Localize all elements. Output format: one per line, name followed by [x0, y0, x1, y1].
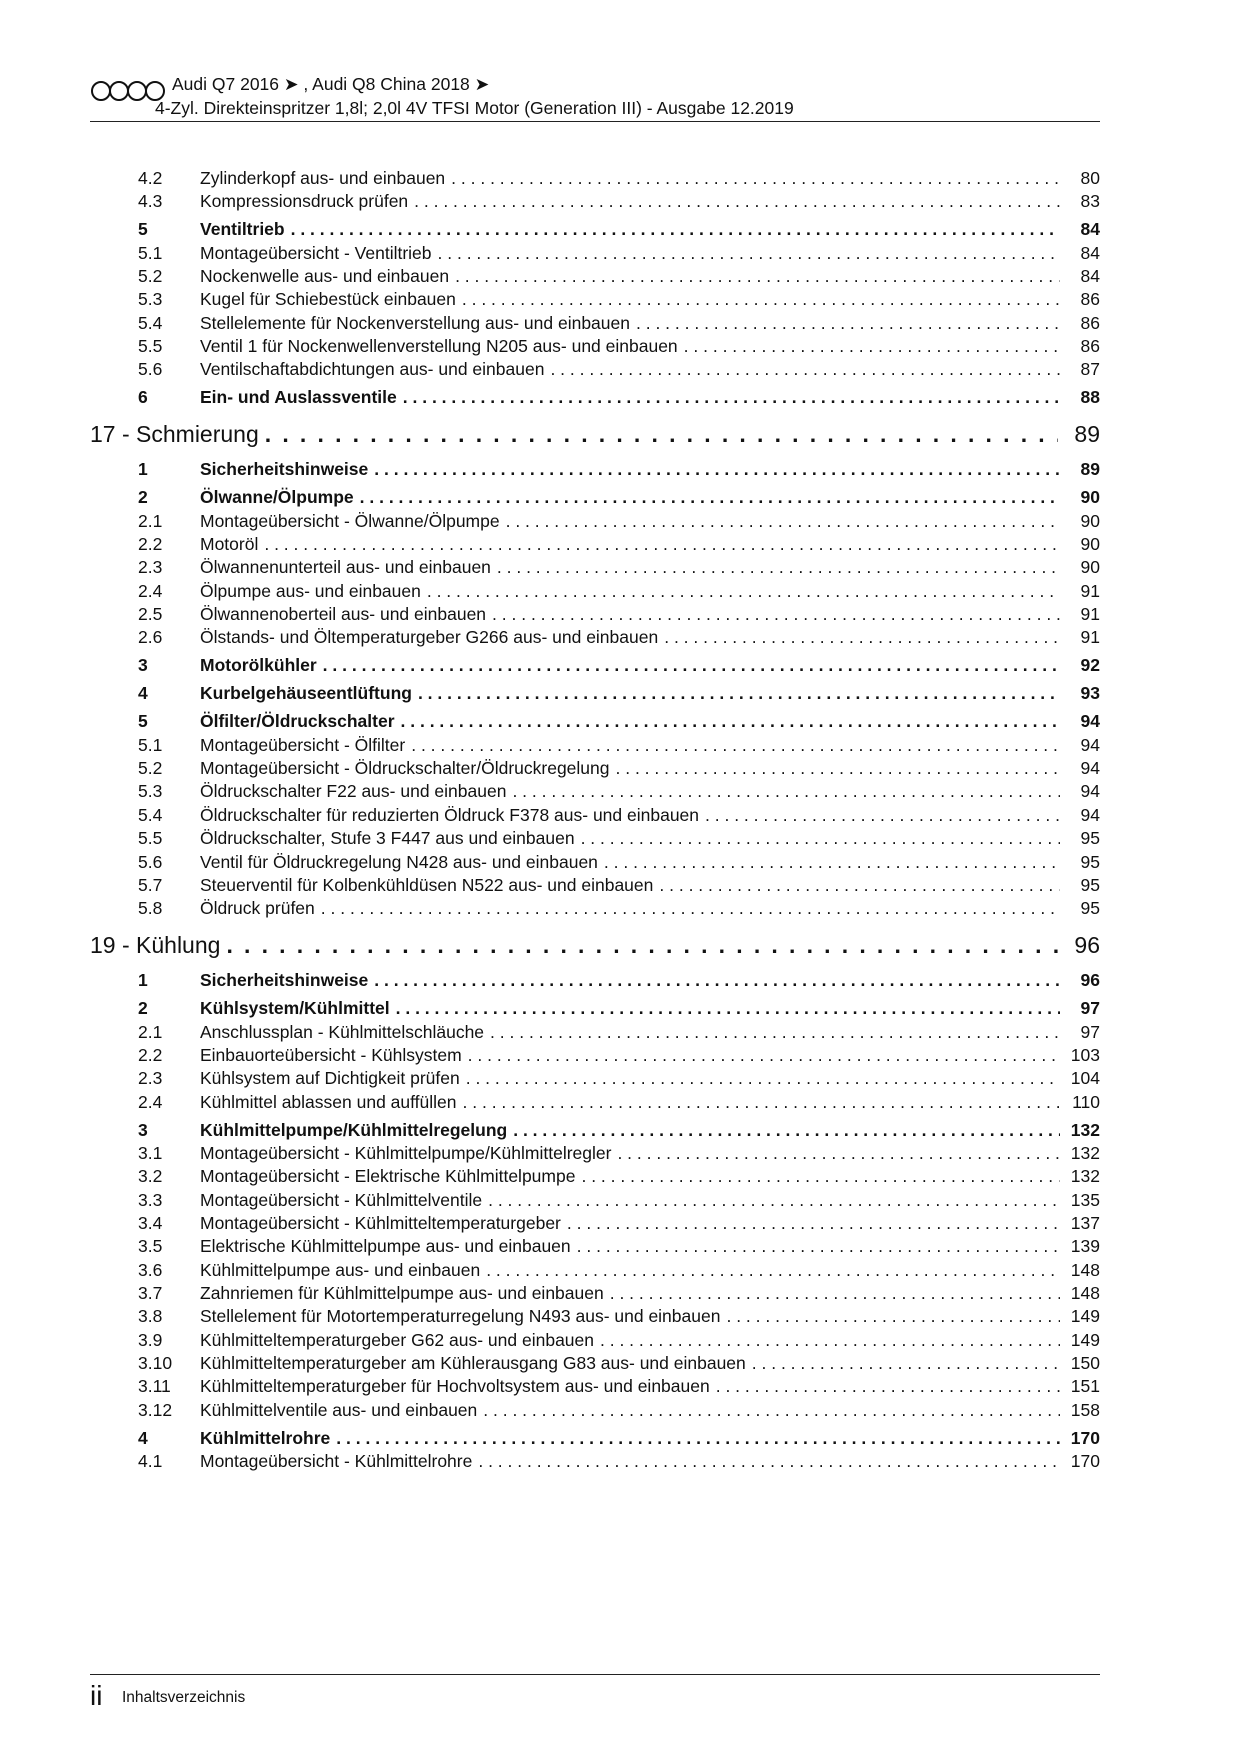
toc-entry-page: 148: [1070, 1259, 1100, 1280]
toc-entry-page: 84: [1080, 219, 1100, 240]
toc-subsection-entry[interactable]: [90, 289, 1100, 313]
toc-dot-leader: [336, 1428, 1060, 1449]
toc-entry-title: Montageübersicht - Öldruckschalter/Öldruckregelung: [200, 758, 610, 779]
toc-dot-leader: [291, 219, 1060, 240]
toc-chapter-entry[interactable]: [90, 932, 1100, 964]
toc-entry-title: 19 - Kühlung: [90, 932, 221, 959]
toc-entry-page: 95: [1080, 828, 1100, 849]
toc-entry-page: 95: [1080, 898, 1100, 919]
toc-dot-leader: [664, 627, 1060, 648]
toc-entry-number: 1: [138, 970, 148, 991]
toc-subsection-entry[interactable]: [90, 735, 1100, 759]
toc-entry-title: Ölstands- und Öltemperaturgeber G266 aus- und einbauen: [200, 627, 659, 648]
toc-section-entry[interactable]: [90, 387, 1100, 411]
toc-entry-page: 94: [1080, 758, 1100, 779]
toc-subsection-entry[interactable]: [90, 1306, 1100, 1330]
toc-subsection-entry[interactable]: [90, 534, 1100, 558]
page-header: [90, 72, 1100, 124]
toc-entry-page: 90: [1080, 557, 1100, 578]
toc-subsection-entry[interactable]: [90, 511, 1100, 535]
toc-entry-number: 5.2: [138, 758, 163, 779]
toc-dot-leader: [512, 781, 1060, 802]
toc-dot-leader: [438, 243, 1060, 264]
toc-entry-page: 110: [1072, 1091, 1100, 1112]
toc-entry-number: 2.4: [138, 580, 163, 601]
toc-dot-leader: [374, 459, 1060, 480]
toc-entry-page: 86: [1080, 312, 1100, 333]
toc-entry-title: Kugel für Schiebestück einbauen: [200, 289, 456, 310]
toc-entry-number: 5.5: [138, 336, 163, 357]
toc-entry-title: Kühlmittelrohre: [200, 1427, 331, 1448]
toc-entry-number: 3.11: [138, 1376, 171, 1397]
toc-dot-leader: [403, 387, 1060, 408]
toc-entry-page: 89: [1080, 459, 1100, 480]
header-engine-edition: 4-Zyl. Direkteinspritzer 1,8l; 2,0l 4V TFSI Motor (Generation III) - Ausgabe 12.2019: [155, 98, 794, 118]
header-divider: [90, 121, 1100, 122]
toc-entry-title: Ölwannenunterteil aus- und einbauen: [200, 557, 491, 578]
toc-subsection-entry[interactable]: [90, 898, 1100, 922]
toc-entry-page: 94: [1080, 804, 1100, 825]
toc-entry-title: Ventiltrieb: [200, 219, 285, 240]
toc-entry-page: 93: [1080, 683, 1100, 704]
toc-dot-leader: [610, 1283, 1060, 1304]
toc-entry-title: Ölfilter/Öldruckschalter: [200, 711, 395, 732]
toc-entry-page: 137: [1070, 1212, 1100, 1233]
toc-entry-page: 94: [1080, 734, 1100, 755]
toc-entry-page: 90: [1080, 487, 1100, 508]
toc-subsection-entry[interactable]: [90, 781, 1100, 805]
header-vehicle-models: Audi Q7 2016 ➤ , Audi Q8 China 2018 ➤: [172, 74, 490, 94]
footer-page-number: ii: [90, 1680, 103, 1711]
toc-entry-number: 5.2: [138, 266, 163, 286]
toc-section-entry[interactable]: [90, 655, 1100, 679]
toc-dot-leader: [360, 487, 1060, 508]
toc-subsection-entry[interactable]: [90, 805, 1100, 829]
toc-entry-page: 139: [1070, 1236, 1100, 1257]
toc-entry-number: 2.3: [138, 557, 163, 578]
toc-subsection-entry[interactable]: [90, 627, 1100, 651]
toc-entry-title: Öldruckschalter, Stufe 3 F447 aus und einbauen: [200, 828, 575, 849]
toc-subsection-entry[interactable]: [90, 1022, 1100, 1046]
toc-entry-title: Nockenwelle aus- und einbauen: [200, 266, 450, 286]
toc-entry-number: 1: [138, 459, 148, 480]
toc-dot-leader: [581, 828, 1060, 849]
toc-subsection-entry[interactable]: [90, 557, 1100, 581]
toc-dot-leader: [636, 313, 1060, 334]
toc-entry-number: 2.1: [138, 1021, 163, 1042]
toc-subsection-entry[interactable]: [90, 168, 1100, 192]
toc-dot-leader: [705, 805, 1060, 826]
toc-entry-title: Kühlmittelventile aus- und einbauen: [200, 1399, 478, 1420]
toc-entry-page: 88: [1080, 387, 1100, 408]
toc-entry-title: Zahnriemen für Kühlmittelpumpe aus- und einbauen: [200, 1282, 604, 1303]
toc-entry-title: Kühlmittelpumpe/Kühlmittelregelung: [200, 1119, 508, 1140]
toc-entry-page: 104: [1070, 1068, 1100, 1089]
toc-subsection-entry[interactable]: [90, 758, 1100, 782]
toc-entry-page: 92: [1080, 655, 1100, 676]
toc-subsection-entry[interactable]: [90, 1166, 1100, 1190]
toc-dot-leader: [374, 970, 1060, 991]
toc-entry-number: 4.2: [138, 168, 163, 188]
toc-entry-number: 5: [138, 219, 148, 240]
toc-entry-number: 5.8: [138, 898, 163, 919]
toc-subsection-entry[interactable]: [90, 852, 1100, 876]
toc-entry-title: Kühlmitteltemperaturgeber G62 aus- und einbauen: [200, 1329, 594, 1350]
toc-entry-page: 170: [1070, 1427, 1100, 1448]
toc-dot-leader: [490, 1022, 1060, 1043]
toc-subsection-entry[interactable]: [90, 191, 1100, 215]
toc-entry-page: 132: [1070, 1142, 1100, 1163]
toc-section-entry[interactable]: [90, 1428, 1100, 1452]
toc-entry-page: 86: [1080, 289, 1100, 310]
toc-entry-number: 2: [138, 487, 148, 508]
toc-dot-leader: [726, 1306, 1060, 1327]
toc-dot-leader: [492, 604, 1060, 625]
toc-entry-title: Ölpumpe aus- und einbauen: [200, 580, 421, 601]
toc-entry-page: 90: [1080, 534, 1100, 555]
toc-entry-title: Stellelement für Motortemperaturregelung N493 aus- und einbauen: [200, 1306, 721, 1327]
toc-entry-page: 95: [1080, 851, 1100, 872]
toc-dot-leader: [581, 1166, 1060, 1187]
toc-dot-leader: [567, 1213, 1060, 1234]
toc-subsection-entry[interactable]: [90, 359, 1100, 383]
toc-entry-title: Öldruck prüfen: [200, 898, 315, 919]
toc-section-entry[interactable]: [90, 459, 1100, 483]
toc-entry-number: 5.4: [138, 312, 163, 333]
toc-entry-page: 149: [1070, 1329, 1100, 1350]
toc-dot-leader: [468, 1045, 1060, 1066]
toc-dot-leader: [455, 266, 1060, 287]
toc-entry-title: 17 - Schmierung: [90, 421, 259, 448]
toc-entry-number: 5.4: [138, 804, 163, 825]
toc-section-entry[interactable]: [90, 219, 1100, 243]
toc-dot-leader: [264, 534, 1060, 555]
toc-entry-page: 89: [1074, 421, 1100, 448]
toc-entry-title: Kühlmittel ablassen und auffüllen: [200, 1091, 457, 1112]
toc-entry-number: 4.3: [138, 191, 163, 212]
toc-entry-number: 2.5: [138, 604, 163, 625]
toc-dot-leader: [401, 711, 1060, 732]
toc-dot-leader: [414, 191, 1060, 212]
toc-chapter-entry[interactable]: [90, 421, 1100, 453]
toc-subsection-entry[interactable]: [90, 1213, 1100, 1237]
toc-entry-number: 3.2: [138, 1166, 163, 1187]
toc-dot-leader: [265, 421, 1058, 448]
toc-entry-title: Ölwannenoberteil aus- und einbauen: [200, 604, 487, 625]
toc-entry-page: 95: [1080, 874, 1100, 895]
toc-entry-title: Kurbelgehäuseentlüftung: [200, 683, 412, 704]
toc-entry-number: 2: [138, 998, 148, 1019]
toc-dot-leader: [600, 1330, 1060, 1351]
toc-dot-leader: [396, 998, 1060, 1019]
toc-entry-title: Zylinderkopf aus- und einbauen: [200, 168, 446, 188]
toc-subsection-entry[interactable]: [90, 1143, 1100, 1167]
toc-entry-title: Kühlsystem auf Dichtigkeit prüfen: [200, 1068, 460, 1089]
toc-entry-number: 5: [138, 711, 148, 732]
toc-entry-number: 5.1: [138, 242, 163, 263]
toc-subsection-entry[interactable]: [90, 1451, 1100, 1475]
toc-dot-leader: [752, 1353, 1060, 1374]
toc-entry-title: Öldruckschalter für reduzierten Öldruck F378 aus- und einbauen: [200, 804, 700, 825]
toc-entry-title: Kühlmittelpumpe aus- und einbauen: [200, 1259, 481, 1280]
toc-subsection-entry[interactable]: [90, 1190, 1100, 1214]
toc-entry-title: Sicherheitshinweise: [200, 459, 369, 480]
toc-entry-page: 84: [1080, 266, 1100, 286]
toc-entry-page: 158: [1070, 1399, 1100, 1420]
toc-entry-page: 91: [1080, 580, 1100, 601]
toc-entry-page: 151: [1070, 1376, 1100, 1397]
toc-entry-title: Montageübersicht - Elektrische Kühlmittelpumpe: [200, 1166, 576, 1187]
toc-entry-title: Elektrische Kühlmittelpumpe aus- und einbauen: [200, 1236, 571, 1257]
toc-entry-page: 96: [1080, 970, 1100, 991]
toc-entry-number: 3.10: [138, 1353, 173, 1373]
toc-entry-page: 97: [1080, 1021, 1100, 1042]
toc-entry-number: 5.7: [138, 874, 163, 895]
toc-entry-number: 3.1: [138, 1142, 163, 1163]
toc-section-entry[interactable]: [90, 683, 1100, 707]
toc-entry-title: Ölwanne/Ölpumpe: [200, 487, 354, 508]
toc-entry-number: 2.2: [138, 1044, 163, 1065]
toc-entry-page: 90: [1080, 510, 1100, 531]
toc-dot-leader: [684, 336, 1060, 357]
toc-entry-page: 149: [1070, 1306, 1100, 1327]
toc-entry-number: 6: [138, 387, 148, 408]
toc-subsection-entry[interactable]: [90, 875, 1100, 899]
toc-subsection-entry[interactable]: [90, 243, 1100, 267]
toc-entry-title: Kühlmitteltemperaturgeber am Kühlerausgang G83 aus- und einbauen: [200, 1353, 746, 1373]
toc-entry-title: Montageübersicht - Kühlmittelpumpe/Kühlmittelregler: [200, 1142, 612, 1163]
toc-entry-number: 3.8: [138, 1306, 163, 1327]
toc-entry-number: 3.4: [138, 1212, 163, 1233]
toc-entry-number: 5.1: [138, 734, 163, 755]
toc-entry-number: 3: [138, 1119, 148, 1140]
toc-entry-number: 2.1: [138, 510, 163, 531]
toc-subsection-entry[interactable]: [90, 1283, 1100, 1307]
toc-section-entry[interactable]: [90, 711, 1100, 735]
toc-dot-leader: [462, 289, 1060, 310]
toc-entry-title: Montageübersicht - Kühlmittelventile: [200, 1189, 483, 1210]
toc-dot-leader: [483, 1400, 1060, 1421]
toc-dot-leader: [716, 1376, 1060, 1397]
toc-entry-page: 150: [1070, 1353, 1100, 1373]
toc-subsection-entry[interactable]: [90, 1330, 1100, 1354]
toc-section-entry[interactable]: [90, 487, 1100, 511]
toc-entry-number: 3: [138, 655, 148, 676]
toc-entry-number: 5.6: [138, 851, 163, 872]
toc-subsection-entry[interactable]: [90, 581, 1100, 605]
toc-entry-title: Ein- und Auslassventile: [200, 387, 397, 408]
toc-entry-page: 91: [1080, 627, 1100, 648]
toc-dot-leader: [427, 581, 1060, 602]
toc-entry-number: 5.5: [138, 828, 163, 849]
toc-entry-title: Kühlmitteltemperaturgeber für Hochvoltsystem aus- und einbauen: [200, 1376, 710, 1397]
toc-entry-number: 4: [138, 1427, 148, 1448]
toc-subsection-entry[interactable]: [90, 604, 1100, 628]
toc-entry-title: Ventil 1 für Nockenwellenverstellung N205 aus- und einbauen: [200, 336, 678, 357]
toc-section-entry[interactable]: [90, 970, 1100, 994]
toc-entry-page: 87: [1080, 359, 1100, 380]
toc-dot-leader: [321, 898, 1060, 919]
toc-subsection-entry[interactable]: [90, 1400, 1100, 1424]
toc-dot-leader: [486, 1260, 1060, 1281]
toc-dot-leader: [659, 875, 1060, 896]
toc-entry-number: 3.7: [138, 1282, 163, 1303]
toc-dot-leader: [513, 1120, 1060, 1141]
toc-dot-leader: [451, 168, 1060, 189]
toc-entry-page: 80: [1080, 168, 1100, 188]
toc-dot-leader: [411, 735, 1060, 756]
toc-entry-title: Ventilschaftabdichtungen aus- und einbauen: [200, 359, 545, 380]
toc-subsection-entry[interactable]: [90, 1045, 1100, 1069]
toc-subsection-entry[interactable]: [90, 1376, 1100, 1400]
toc-entry-number: 2.2: [138, 534, 163, 555]
toc-entry-page: 94: [1080, 711, 1100, 732]
toc-entry-page: 96: [1074, 932, 1100, 959]
toc-subsection-entry[interactable]: [90, 1236, 1100, 1260]
toc-entry-page: 132: [1070, 1166, 1100, 1187]
toc-entry-page: 84: [1080, 242, 1100, 263]
toc-subsection-entry[interactable]: [90, 336, 1100, 360]
toc-dot-leader: [466, 1068, 1060, 1089]
toc-entry-number: 3.3: [138, 1189, 163, 1210]
toc-subsection-entry[interactable]: [90, 1092, 1100, 1116]
toc-entry-number: 2.3: [138, 1068, 163, 1089]
toc-dot-leader: [577, 1236, 1060, 1257]
toc-subsection-entry[interactable]: [90, 828, 1100, 852]
toc-subsection-entry[interactable]: [90, 266, 1100, 290]
toc-entry-number: 2.6: [138, 627, 163, 648]
toc-entry-number: 5.3: [138, 781, 163, 802]
toc-entry-title: Motorölkühler: [200, 655, 317, 676]
toc-dot-leader: [478, 1451, 1060, 1472]
toc-entry-page: 135: [1070, 1189, 1100, 1210]
toc-dot-leader: [497, 557, 1060, 578]
footer-label: Inhaltsverzeichnis: [122, 1689, 246, 1706]
toc-entry-title: Montageübersicht - Ölfilter: [200, 734, 406, 755]
toc-entry-title: Montageübersicht - Ölwanne/Ölpumpe: [200, 510, 500, 531]
toc-subsection-entry[interactable]: [90, 313, 1100, 337]
toc-entry-page: 83: [1080, 191, 1100, 212]
footer-divider: [90, 1674, 1100, 1675]
toc-entry-number: 2.4: [138, 1091, 163, 1112]
toc-entry-title: Kompressionsdruck prüfen: [200, 191, 409, 212]
toc-dot-leader: [463, 1092, 1060, 1113]
toc-subsection-entry[interactable]: [90, 1068, 1100, 1092]
toc-dot-leader: [550, 359, 1060, 380]
toc-entry-title: Öldruckschalter F22 aus- und einbauen: [200, 781, 507, 802]
toc-dot-leader: [488, 1190, 1060, 1211]
toc-entry-title: Motoröl: [200, 534, 259, 555]
toc-entry-number: 3.12: [138, 1399, 173, 1420]
toc-dot-leader: [418, 683, 1060, 704]
toc-entry-number: 4: [138, 683, 148, 704]
toc-entry-page: 91: [1080, 604, 1100, 625]
toc-dot-leader: [616, 758, 1061, 779]
toc-dot-leader: [226, 932, 1058, 959]
toc-subsection-entry[interactable]: [90, 1260, 1100, 1284]
toc-dot-leader: [323, 655, 1060, 676]
toc-entry-page: 170: [1070, 1451, 1100, 1471]
toc-dot-leader: [506, 511, 1060, 532]
toc-dot-leader: [604, 852, 1060, 873]
toc-entry-number: 5.3: [138, 289, 163, 310]
toc-entry-page: 103: [1070, 1044, 1100, 1065]
toc-entry-number: 3.9: [138, 1329, 163, 1350]
toc-section-entry[interactable]: [90, 1120, 1100, 1144]
toc-entry-page: 94: [1080, 781, 1100, 802]
toc-entry-number: 4.1: [138, 1451, 163, 1471]
toc-entry-number: 3.5: [138, 1236, 163, 1257]
toc-entry-title: Anschlussplan - Kühlmittelschläuche: [200, 1021, 485, 1042]
toc-entry-page: 148: [1070, 1282, 1100, 1303]
toc-entry-title: Sicherheitshinweise: [200, 970, 369, 991]
toc-entry-number: 3.6: [138, 1259, 163, 1280]
toc-dot-leader: [617, 1143, 1060, 1164]
toc-section-entry[interactable]: [90, 998, 1100, 1022]
toc-entry-title: Einbauorteübersicht - Kühlsystem: [200, 1044, 462, 1065]
toc-entry-title: Montageübersicht - Kühlmittelrohre: [200, 1451, 473, 1471]
toc-subsection-entry[interactable]: [90, 1353, 1100, 1377]
toc-entry-title: Montageübersicht - Ventiltrieb: [200, 242, 432, 263]
toc-entry-page: 132: [1070, 1119, 1100, 1140]
toc-entry-title: Steuerventil für Kolbenkühldüsen N522 aus- und einbauen: [200, 874, 654, 895]
toc-entry-page: 97: [1080, 998, 1100, 1019]
toc-entry-number: 5.6: [138, 359, 163, 380]
toc-entry-title: Kühlsystem/Kühlmittel: [200, 998, 390, 1019]
toc-entry-title: Montageübersicht - Kühlmitteltemperaturgeber: [200, 1212, 561, 1233]
toc-entry-title: Stellelemente für Nockenverstellung aus- und einbauen: [200, 312, 630, 333]
toc-entry-page: 86: [1080, 336, 1100, 357]
toc-entry-title: Ventil für Öldruckregelung N428 aus- und einbauen: [200, 851, 598, 872]
